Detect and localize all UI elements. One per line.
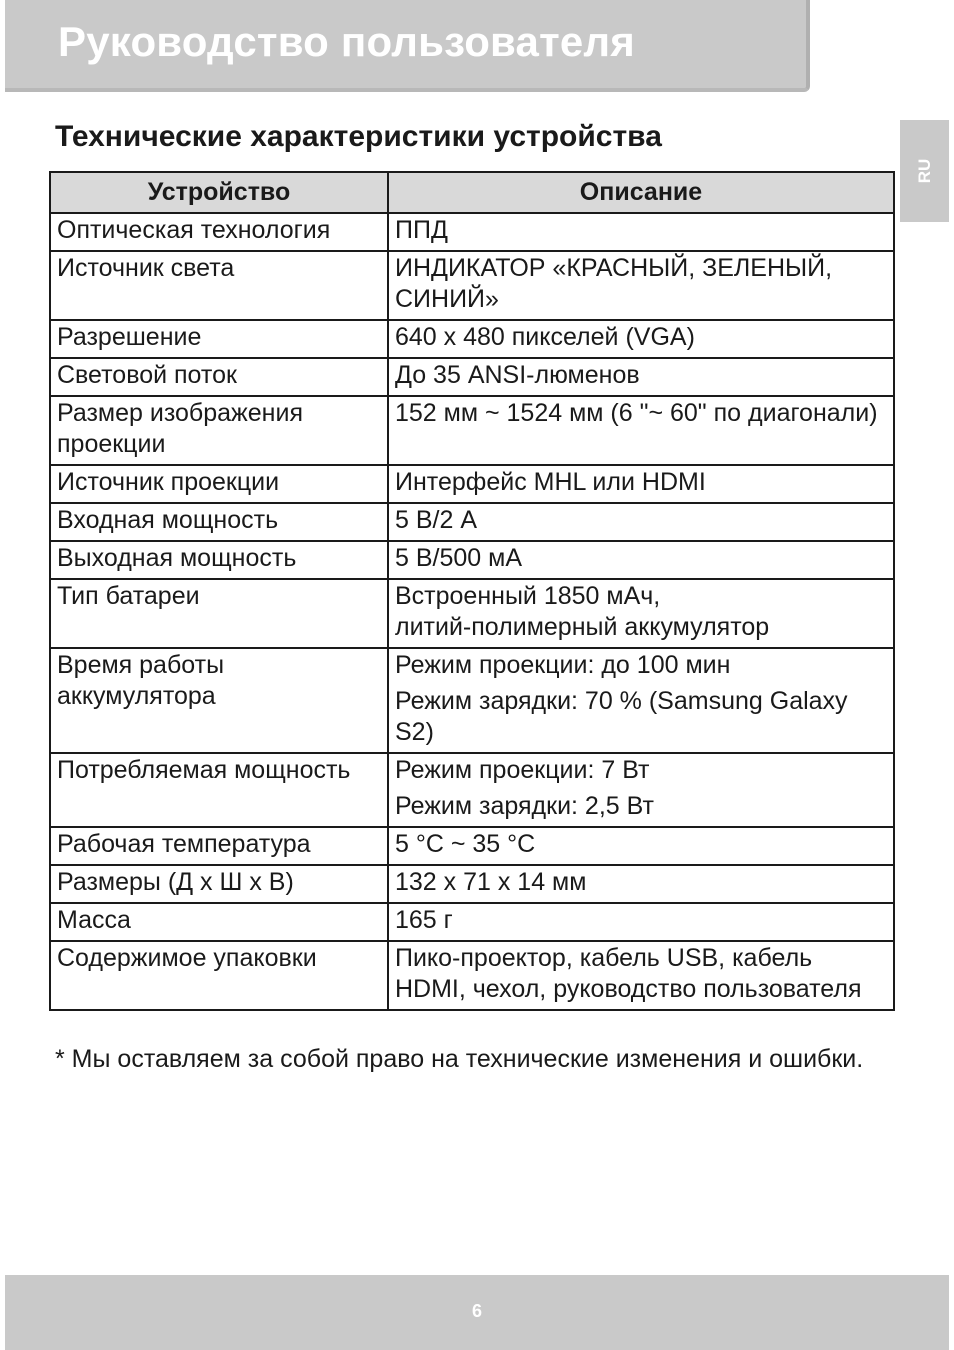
spec-value-line: Режим зарядки: 70 % (Samsung Galaxy S2) bbox=[395, 687, 848, 746]
header-bar bbox=[5, 0, 810, 92]
spec-value-cell bbox=[388, 753, 894, 827]
spec-name-cell: Рабочая температура bbox=[50, 827, 388, 865]
spec-name-cell: Время работы аккумулятора bbox=[50, 648, 388, 753]
table-row bbox=[50, 753, 894, 827]
table-row bbox=[50, 541, 894, 579]
spec-value-line: До 35 ANSI-люменов bbox=[395, 361, 640, 389]
spec-value-line: ППД bbox=[395, 216, 448, 244]
spec-value-cell bbox=[388, 827, 894, 865]
spec-value-cell bbox=[388, 396, 894, 465]
table-row bbox=[50, 465, 894, 503]
spec-value-line: Режим проекции: до 100 мин bbox=[395, 651, 731, 679]
spec-name-cell: Размер изображения проекции bbox=[50, 396, 388, 465]
spec-name-cell: Масса bbox=[50, 903, 388, 941]
spec-value-cell bbox=[388, 941, 894, 1010]
table-row bbox=[50, 903, 894, 941]
table-row bbox=[50, 579, 894, 648]
language-tab-label: RU bbox=[914, 158, 934, 184]
page-header-title: Руководство пользователя bbox=[58, 18, 635, 65]
spec-name-cell: Содержимое упаковки bbox=[50, 941, 388, 1010]
spec-name-cell: Размеры (Д x Ш x В) bbox=[50, 865, 388, 903]
table-row bbox=[50, 251, 894, 320]
spec-name-cell: Источник проекции bbox=[50, 465, 388, 503]
page-number: 6 bbox=[471, 1301, 482, 1321]
spec-value-cell bbox=[388, 903, 894, 941]
spec-value-cell bbox=[388, 579, 894, 648]
language-tab bbox=[900, 120, 949, 222]
table-row bbox=[50, 827, 894, 865]
spec-value-line: Режим зарядки: 2,5 Вт bbox=[395, 792, 654, 820]
table-row bbox=[50, 865, 894, 903]
spec-value-cell bbox=[388, 320, 894, 358]
spec-name-cell: Входная мощность bbox=[50, 503, 388, 541]
spec-name-cell: Тип батареи bbox=[50, 579, 388, 648]
spec-value-cell bbox=[388, 503, 894, 541]
spec-value-cell bbox=[388, 251, 894, 320]
table-row bbox=[50, 320, 894, 358]
spec-value-line: Интерфейс MHL или HDMI bbox=[395, 468, 706, 496]
spec-name-cell: Потребляемая мощность bbox=[50, 753, 388, 827]
spec-value-cell bbox=[388, 358, 894, 396]
spec-value-line: 132 x 71 x 14 мм bbox=[395, 868, 587, 896]
spec-value-line: 165 г bbox=[395, 906, 453, 934]
footer-bar bbox=[5, 1275, 949, 1350]
spec-value-cell bbox=[388, 213, 894, 251]
spec-name-cell: Выходная мощность bbox=[50, 541, 388, 579]
spec-value-line: Пико-проектор, кабель USB, кабель HDMI, чехол, руководство пользователя bbox=[395, 944, 862, 1003]
spec-value-line: 5 В/2 А bbox=[395, 506, 477, 534]
table-row bbox=[50, 396, 894, 465]
spec-name-cell: Световой поток bbox=[50, 358, 388, 396]
spec-value-cell bbox=[388, 465, 894, 503]
spec-value-cell bbox=[388, 865, 894, 903]
spec-value-line: литий-полимерный аккумулятор bbox=[395, 613, 770, 641]
spec-table bbox=[49, 171, 895, 1011]
table-row bbox=[50, 648, 894, 753]
footnote: * Мы оставляем за собой право на технические изменения и ошибки. bbox=[55, 1045, 864, 1073]
table-row bbox=[50, 941, 894, 1010]
spec-table-body bbox=[50, 213, 894, 1010]
spec-name-cell: Оптическая технология bbox=[50, 213, 388, 251]
column-header-description: Описание bbox=[388, 172, 894, 213]
section-title: Технические характеристики устройства bbox=[55, 120, 662, 153]
spec-name-cell: Разрешение bbox=[50, 320, 388, 358]
spec-value-line: Встроенный 1850 мАч, bbox=[395, 582, 661, 610]
spec-value-line: 5 В/500 мА bbox=[395, 544, 522, 572]
spec-value-cell bbox=[388, 648, 894, 753]
spec-value-line: ИНДИКАТОР «КРАСНЫЙ, ЗЕЛЕНЫЙ, СИНИЙ» bbox=[395, 254, 833, 313]
table-row bbox=[50, 358, 894, 396]
spec-value-cell bbox=[388, 541, 894, 579]
spec-name-cell: Источник света bbox=[50, 251, 388, 320]
table-row bbox=[50, 503, 894, 541]
table-header-row bbox=[50, 172, 894, 213]
spec-value-line: Режим проекции: 7 Вт bbox=[395, 756, 650, 784]
spec-value-line: 152 мм ~ 1524 мм (6 "~ 60" по диагонали) bbox=[395, 399, 878, 427]
table-row bbox=[50, 213, 894, 251]
column-header-device: Устройство bbox=[50, 172, 388, 213]
spec-value-line: 640 x 480 пикселей (VGA) bbox=[395, 323, 695, 351]
spec-value-line: 5 °C ~ 35 °C bbox=[395, 830, 536, 858]
